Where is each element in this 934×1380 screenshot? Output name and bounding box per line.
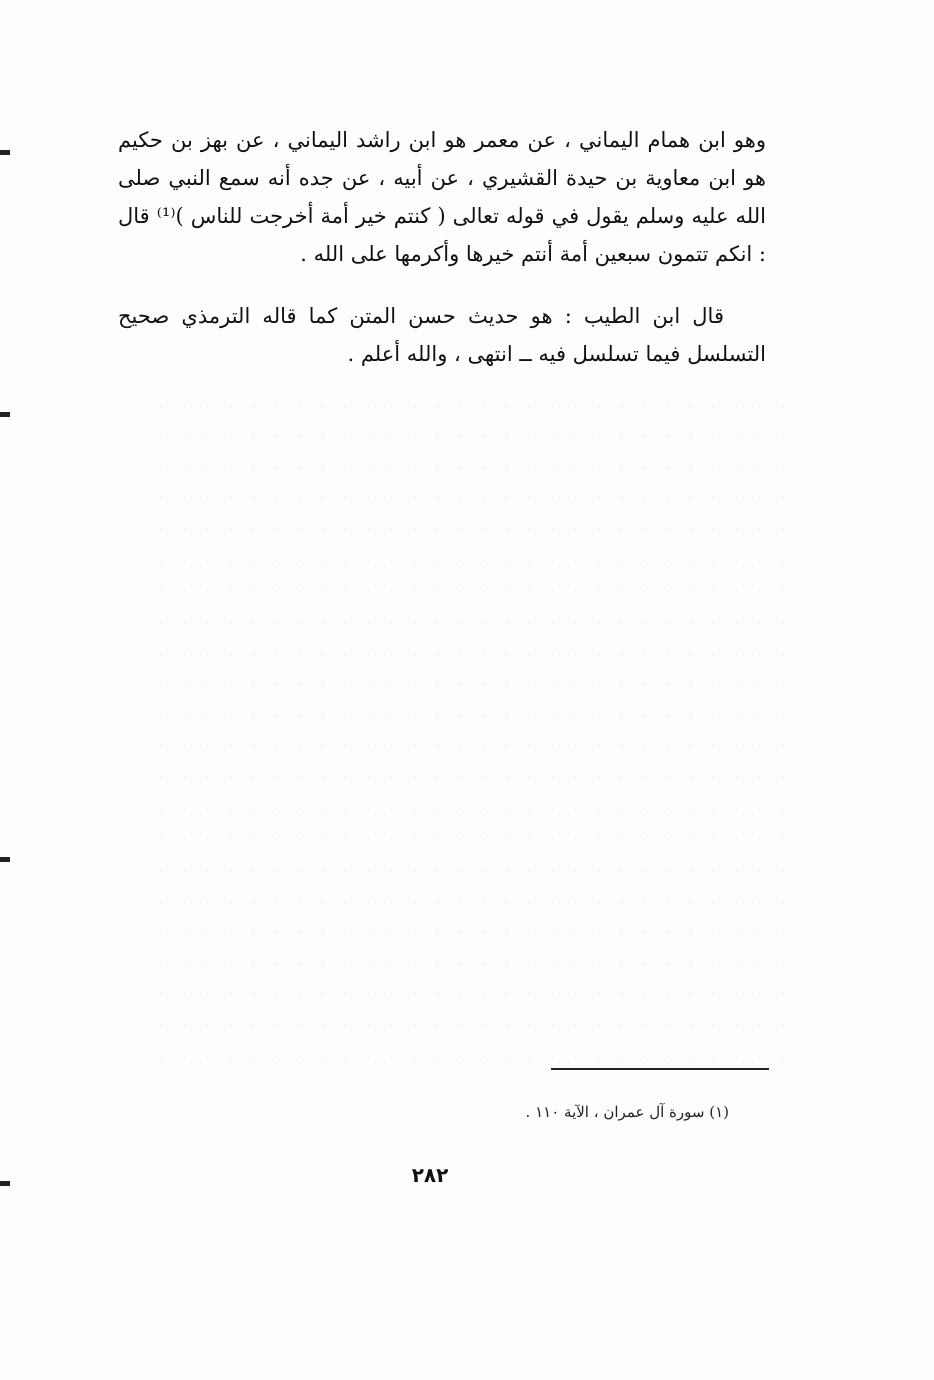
binding-mark	[0, 150, 10, 155]
paragraph-text: وهو ابن همام اليماني ، عن معمر هو ابن راشد اليماني ، عن بهز بن حكيم هو ابن معاوية بن حيدة القشيري ، عن أبيه ، عن جده أنه سمع النبي صلى الله عليه وسلم يقول في قوله تعالى ( كنتم خير أمة أخرجت للناس )⁽¹⁾ قال : انكم تتمون سبعين أمة أنتم خيرها وأكرمها على الله .	[118, 128, 766, 266]
footnote-divider	[551, 1068, 769, 1070]
binding-mark	[0, 1181, 10, 1186]
body-paragraph-1	[118, 121, 766, 273]
paragraph-text: قال ابن الطيب : هو حديث حسن المتن كما قاله الترمذي صحيح التسلسل فيما تسلسل فيه ــ انتهى ، والله أعلم .	[118, 304, 766, 366]
binding-mark	[0, 412, 10, 417]
page-number: ٢٨٢	[411, 1163, 449, 1187]
paper-bleed-through	[150, 390, 790, 1070]
footnote: (١) سورة آل عمران ، الآية ١١٠ .	[525, 1103, 729, 1121]
body-paragraph-2	[118, 297, 766, 373]
binding-mark	[0, 857, 10, 862]
